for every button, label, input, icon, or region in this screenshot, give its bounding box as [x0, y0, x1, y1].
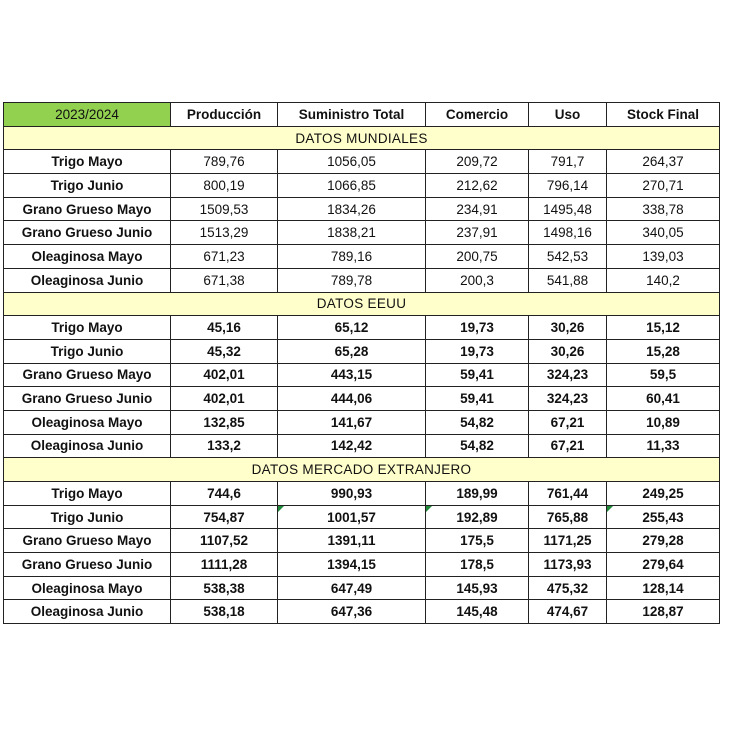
table-cell: 474,67: [529, 600, 607, 624]
column-header-suministro-total: Suministro Total: [278, 103, 426, 127]
table-cell-flagged: 1001,57: [278, 505, 426, 529]
table-row: [4, 339, 720, 363]
table-cell: 237,91: [426, 221, 529, 245]
row-label: Grano Grueso Mayo: [4, 197, 171, 221]
table-cell: 647,36: [278, 600, 426, 624]
table-cell: 279,64: [607, 553, 720, 577]
table-cell: 270,71: [607, 174, 720, 198]
row-label: Oleaginosa Junio: [4, 600, 171, 624]
table-cell: 1513,29: [171, 221, 278, 245]
table-cell: 789,16: [278, 245, 426, 269]
table-cell: 796,14: [529, 174, 607, 198]
table-cell: 65,12: [278, 316, 426, 340]
row-label: Trigo Junio: [4, 505, 171, 529]
table-cell: 800,19: [171, 174, 278, 198]
table-cell: 1056,05: [278, 150, 426, 174]
table-cell: 340,05: [607, 221, 720, 245]
row-label: Trigo Mayo: [4, 150, 171, 174]
row-label: Trigo Mayo: [4, 482, 171, 506]
table-cell: 132,85: [171, 410, 278, 434]
row-label: Trigo Junio: [4, 174, 171, 198]
table-cell: 1066,85: [278, 174, 426, 198]
table-cell: 324,23: [529, 387, 607, 411]
table-cell: 200,75: [426, 245, 529, 269]
table-cell: 538,38: [171, 576, 278, 600]
table-cell: 212,62: [426, 174, 529, 198]
table-cell: 234,91: [426, 197, 529, 221]
table-cell: 754,87: [171, 505, 278, 529]
table-row: [4, 529, 720, 553]
table-cell: 744,6: [171, 482, 278, 506]
table-cell: 54,82: [426, 410, 529, 434]
table-cell: 15,28: [607, 339, 720, 363]
table-cell: 1509,53: [171, 197, 278, 221]
table-body: [4, 126, 720, 623]
table-cell: 338,78: [607, 197, 720, 221]
table-cell: 402,01: [171, 363, 278, 387]
data-table: [3, 102, 720, 624]
table-cell: 45,32: [171, 339, 278, 363]
table-cell: 59,5: [607, 363, 720, 387]
table-cell: 647,49: [278, 576, 426, 600]
table-cell: 60,41: [607, 387, 720, 411]
column-header-produccion: Producción: [171, 103, 278, 127]
table-cell: 59,41: [426, 363, 529, 387]
table-cell: 1107,52: [171, 529, 278, 553]
table-cell: 209,72: [426, 150, 529, 174]
table-row: [4, 150, 720, 174]
table-row: [4, 221, 720, 245]
table-cell: 791,7: [529, 150, 607, 174]
table-cell: 671,23: [171, 245, 278, 269]
row-label: Grano Grueso Mayo: [4, 363, 171, 387]
table-cell-flagged: 192,89: [426, 505, 529, 529]
table-cell: 140,2: [607, 268, 720, 292]
table-cell: 142,42: [278, 434, 426, 458]
table-cell: 443,15: [278, 363, 426, 387]
section-row: [4, 458, 720, 482]
table-row: [4, 316, 720, 340]
table-row: [4, 482, 720, 506]
table-cell: 279,28: [607, 529, 720, 553]
table-cell: 45,16: [171, 316, 278, 340]
table-row: [4, 505, 720, 529]
table-cell: 128,14: [607, 576, 720, 600]
table-cell: 145,48: [426, 600, 529, 624]
table-cell: 178,5: [426, 553, 529, 577]
table-cell: 67,21: [529, 434, 607, 458]
row-label: Trigo Junio: [4, 339, 171, 363]
table-cell: 765,88: [529, 505, 607, 529]
table-cell: 11,33: [607, 434, 720, 458]
row-label: Grano Grueso Junio: [4, 387, 171, 411]
column-header-comercio: Comercio: [426, 103, 529, 127]
table-cell: 249,25: [607, 482, 720, 506]
table-row: [4, 245, 720, 269]
table-cell: 1111,28: [171, 553, 278, 577]
table-cell: 789,78: [278, 268, 426, 292]
table-cell: 19,73: [426, 316, 529, 340]
table-cell: 67,21: [529, 410, 607, 434]
table-cell: 990,93: [278, 482, 426, 506]
table-cell: 30,26: [529, 339, 607, 363]
table-cell: 141,67: [278, 410, 426, 434]
table-cell: 30,26: [529, 316, 607, 340]
table-cell: 65,28: [278, 339, 426, 363]
section-row: [4, 126, 720, 150]
table-cell: 139,03: [607, 245, 720, 269]
section-row: [4, 292, 720, 316]
year-header: 2023/2024: [4, 103, 171, 127]
table-row: [4, 387, 720, 411]
table-cell: 189,99: [426, 482, 529, 506]
table-cell: 541,88: [529, 268, 607, 292]
table-cell-flagged: 255,43: [607, 505, 720, 529]
column-header-uso: Uso: [529, 103, 607, 127]
row-label: Oleaginosa Junio: [4, 268, 171, 292]
table-cell: 10,89: [607, 410, 720, 434]
table-cell: 145,93: [426, 576, 529, 600]
row-label: Grano Grueso Junio: [4, 221, 171, 245]
table-cell: 789,76: [171, 150, 278, 174]
table-cell: 475,32: [529, 576, 607, 600]
table-cell: 200,3: [426, 268, 529, 292]
table-cell: 54,82: [426, 434, 529, 458]
section-title: DATOS EEUU: [4, 292, 720, 316]
table-row: [4, 363, 720, 387]
table-cell: 1834,26: [278, 197, 426, 221]
row-label: Oleaginosa Junio: [4, 434, 171, 458]
table-cell: 1394,15: [278, 553, 426, 577]
row-label: Oleaginosa Mayo: [4, 410, 171, 434]
table-row: [4, 174, 720, 198]
table-cell: 402,01: [171, 387, 278, 411]
table-row: [4, 434, 720, 458]
table-cell: 133,2: [171, 434, 278, 458]
table-cell: 15,12: [607, 316, 720, 340]
table-cell: 264,37: [607, 150, 720, 174]
header-row: [4, 103, 720, 127]
table-row: [4, 197, 720, 221]
table-cell: 128,87: [607, 600, 720, 624]
table-cell: 1498,16: [529, 221, 607, 245]
section-title: DATOS MUNDIALES: [4, 126, 720, 150]
table-cell: 444,06: [278, 387, 426, 411]
table-cell: 324,23: [529, 363, 607, 387]
table-cell: 19,73: [426, 339, 529, 363]
table-cell: 1171,25: [529, 529, 607, 553]
table-cell: 671,38: [171, 268, 278, 292]
table-cell: 1173,93: [529, 553, 607, 577]
row-label: Grano Grueso Mayo: [4, 529, 171, 553]
table-cell: 542,53: [529, 245, 607, 269]
table-cell: 1838,21: [278, 221, 426, 245]
table-cell: 1495,48: [529, 197, 607, 221]
column-header-stock-final: Stock Final: [607, 103, 720, 127]
table-cell: 761,44: [529, 482, 607, 506]
table-cell: 538,18: [171, 600, 278, 624]
row-label: Trigo Mayo: [4, 316, 171, 340]
row-label: Oleaginosa Mayo: [4, 245, 171, 269]
row-label: Grano Grueso Junio: [4, 553, 171, 577]
table-row: [4, 600, 720, 624]
table-row: [4, 553, 720, 577]
section-title: DATOS MERCADO EXTRANJERO: [4, 458, 720, 482]
row-label: Oleaginosa Mayo: [4, 576, 171, 600]
table-cell: 1391,11: [278, 529, 426, 553]
table-cell: 59,41: [426, 387, 529, 411]
table-row: [4, 576, 720, 600]
table-row: [4, 268, 720, 292]
table-row: [4, 410, 720, 434]
table-cell: 175,5: [426, 529, 529, 553]
